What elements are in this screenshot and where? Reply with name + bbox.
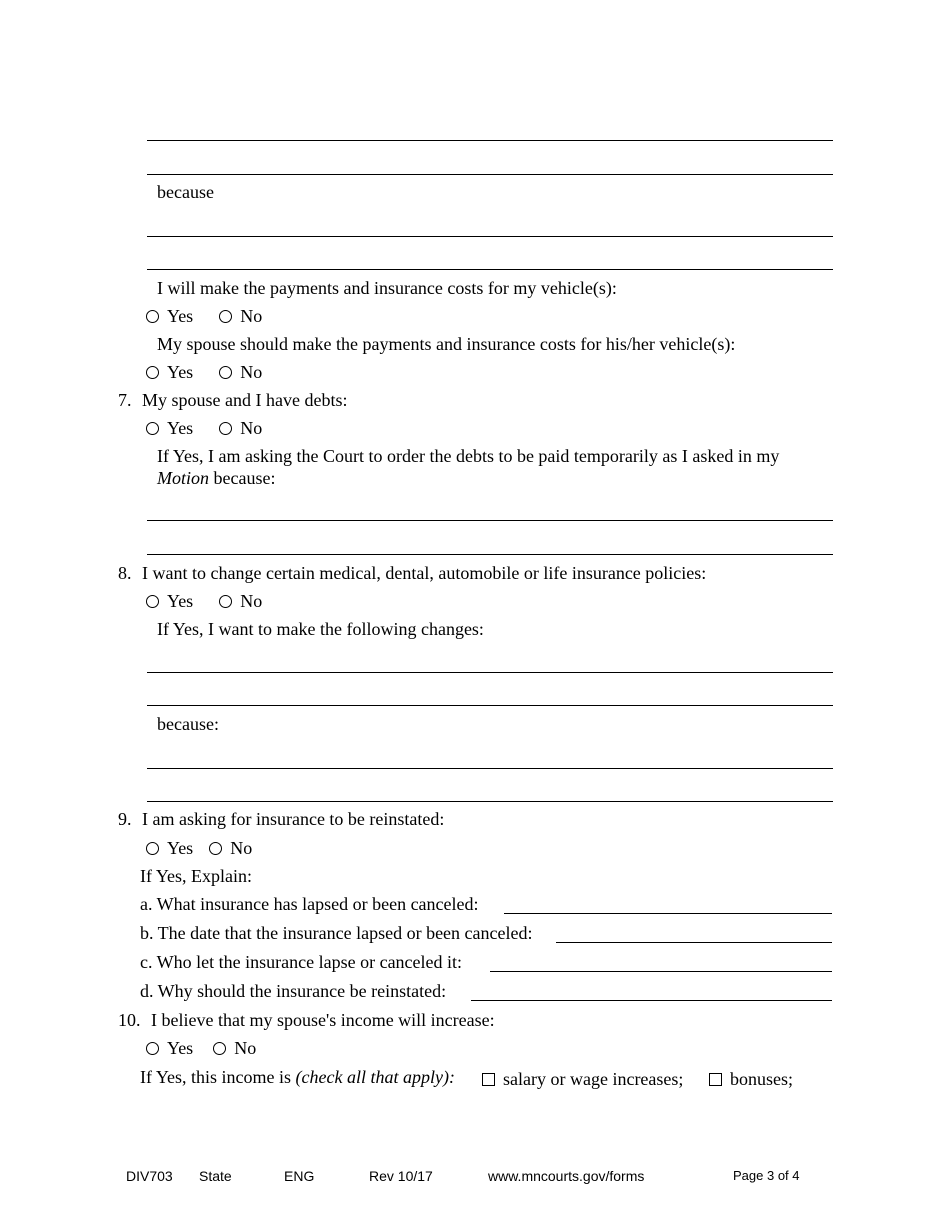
answer-line[interactable] (147, 236, 833, 237)
footer-rev: Rev 10/17 (369, 1168, 433, 1184)
checkbox-icon (709, 1073, 722, 1086)
footer-url[interactable]: www.mncourts.gov/forms (488, 1168, 645, 1184)
motion-italic: Motion (157, 468, 209, 488)
answer-line[interactable] (147, 520, 833, 521)
section7-motion-line: Motion because: (157, 468, 276, 488)
footer-lang: ENG (284, 1168, 315, 1184)
section9-a-label: a. What insurance has lapsed or been canceled: (140, 894, 479, 914)
answer-line[interactable] (147, 801, 833, 802)
section7-question: My spouse and I have debts: (142, 390, 348, 410)
payments-spouse-question: My spouse should make the payments and insurance costs for his/her vehicle(s): (157, 334, 736, 354)
salary-checkbox[interactable]: salary or wage increases; (482, 1068, 683, 1090)
footer-state: State (199, 1168, 232, 1184)
radio-circle-icon (219, 366, 232, 379)
radio-circle-icon (219, 422, 232, 435)
section8-if-yes: If Yes, I want to make the following changes: (157, 619, 484, 639)
answer-line[interactable] (147, 554, 833, 555)
no-radio[interactable]: No (209, 837, 252, 859)
section9-options (146, 837, 252, 859)
radio-circle-icon (219, 310, 232, 323)
section9-c-line[interactable] (490, 971, 832, 972)
no-radio[interactable]: No (213, 1037, 256, 1059)
yes-radio[interactable]: Yes (146, 1037, 193, 1059)
no-radio[interactable]: No (219, 417, 262, 439)
radio-circle-icon (209, 842, 222, 855)
section8-question: I want to change certain medical, dental, automobile or life insurance policies: (142, 563, 707, 583)
payments-me-question: I will make the payments and insurance costs for my vehicle(s): (157, 278, 617, 298)
radio-circle-icon (213, 1042, 226, 1055)
section10-if-yes: If Yes, this income is (check all that apply): (140, 1067, 455, 1087)
section7-if-yes: If Yes, I am asking the Court to order the debts to be paid temporarily as I asked in my (157, 446, 780, 466)
answer-line[interactable] (147, 140, 833, 141)
radio-circle-icon (146, 595, 159, 608)
section8-options (146, 590, 262, 612)
section9-c-label: c. Who let the insurance lapse or canceled it: (140, 952, 463, 972)
section7-options (146, 417, 262, 439)
no-radio[interactable]: No (219, 590, 262, 612)
section10-options (146, 1037, 256, 1059)
yes-radio[interactable]: Yes (146, 590, 193, 612)
yes-radio[interactable]: Yes (146, 305, 193, 327)
section8-number: 8. (118, 563, 132, 583)
footer-form-id: DIV703 (126, 1168, 173, 1184)
answer-line[interactable] (147, 269, 833, 270)
yes-radio[interactable]: Yes (146, 837, 193, 859)
payments-me-options (146, 305, 262, 327)
bonuses-checkbox[interactable]: bonuses; (709, 1068, 793, 1090)
yes-radio[interactable]: Yes (146, 417, 193, 439)
section9-question: I am asking for insurance to be reinstated: (142, 809, 445, 829)
section9-b-line[interactable] (556, 942, 832, 943)
no-radio[interactable]: No (219, 305, 262, 327)
radio-circle-icon (146, 1042, 159, 1055)
section10-number: 10. (118, 1010, 141, 1030)
radio-circle-icon (146, 310, 159, 323)
answer-line[interactable] (147, 768, 833, 769)
section9-b-label: b. The date that the insurance lapsed or been canceled: (140, 923, 533, 943)
section9-d-line[interactable] (471, 1000, 832, 1001)
section7-number: 7. (118, 390, 132, 410)
radio-circle-icon (146, 842, 159, 855)
no-radio[interactable]: No (219, 361, 262, 383)
section9-number: 9. (118, 809, 132, 829)
checkbox-icon (482, 1073, 495, 1086)
radio-circle-icon (146, 422, 159, 435)
radio-circle-icon (219, 595, 232, 608)
section9-explain: If Yes, Explain: (140, 866, 252, 886)
yes-radio[interactable]: Yes (146, 361, 193, 383)
section8-because: because: (157, 714, 219, 734)
answer-line[interactable] (147, 672, 833, 673)
section10-question: I believe that my spouse's income will increase: (151, 1010, 495, 1030)
answer-line[interactable] (147, 174, 833, 175)
payments-spouse-options (146, 361, 262, 383)
footer-page: Page 3 of 4 (733, 1168, 800, 1183)
section9-a-line[interactable] (504, 913, 832, 914)
radio-circle-icon (146, 366, 159, 379)
answer-line[interactable] (147, 705, 833, 706)
because-label: because (157, 182, 214, 202)
section9-d-label: d. Why should the insurance be reinstated: (140, 981, 447, 1001)
